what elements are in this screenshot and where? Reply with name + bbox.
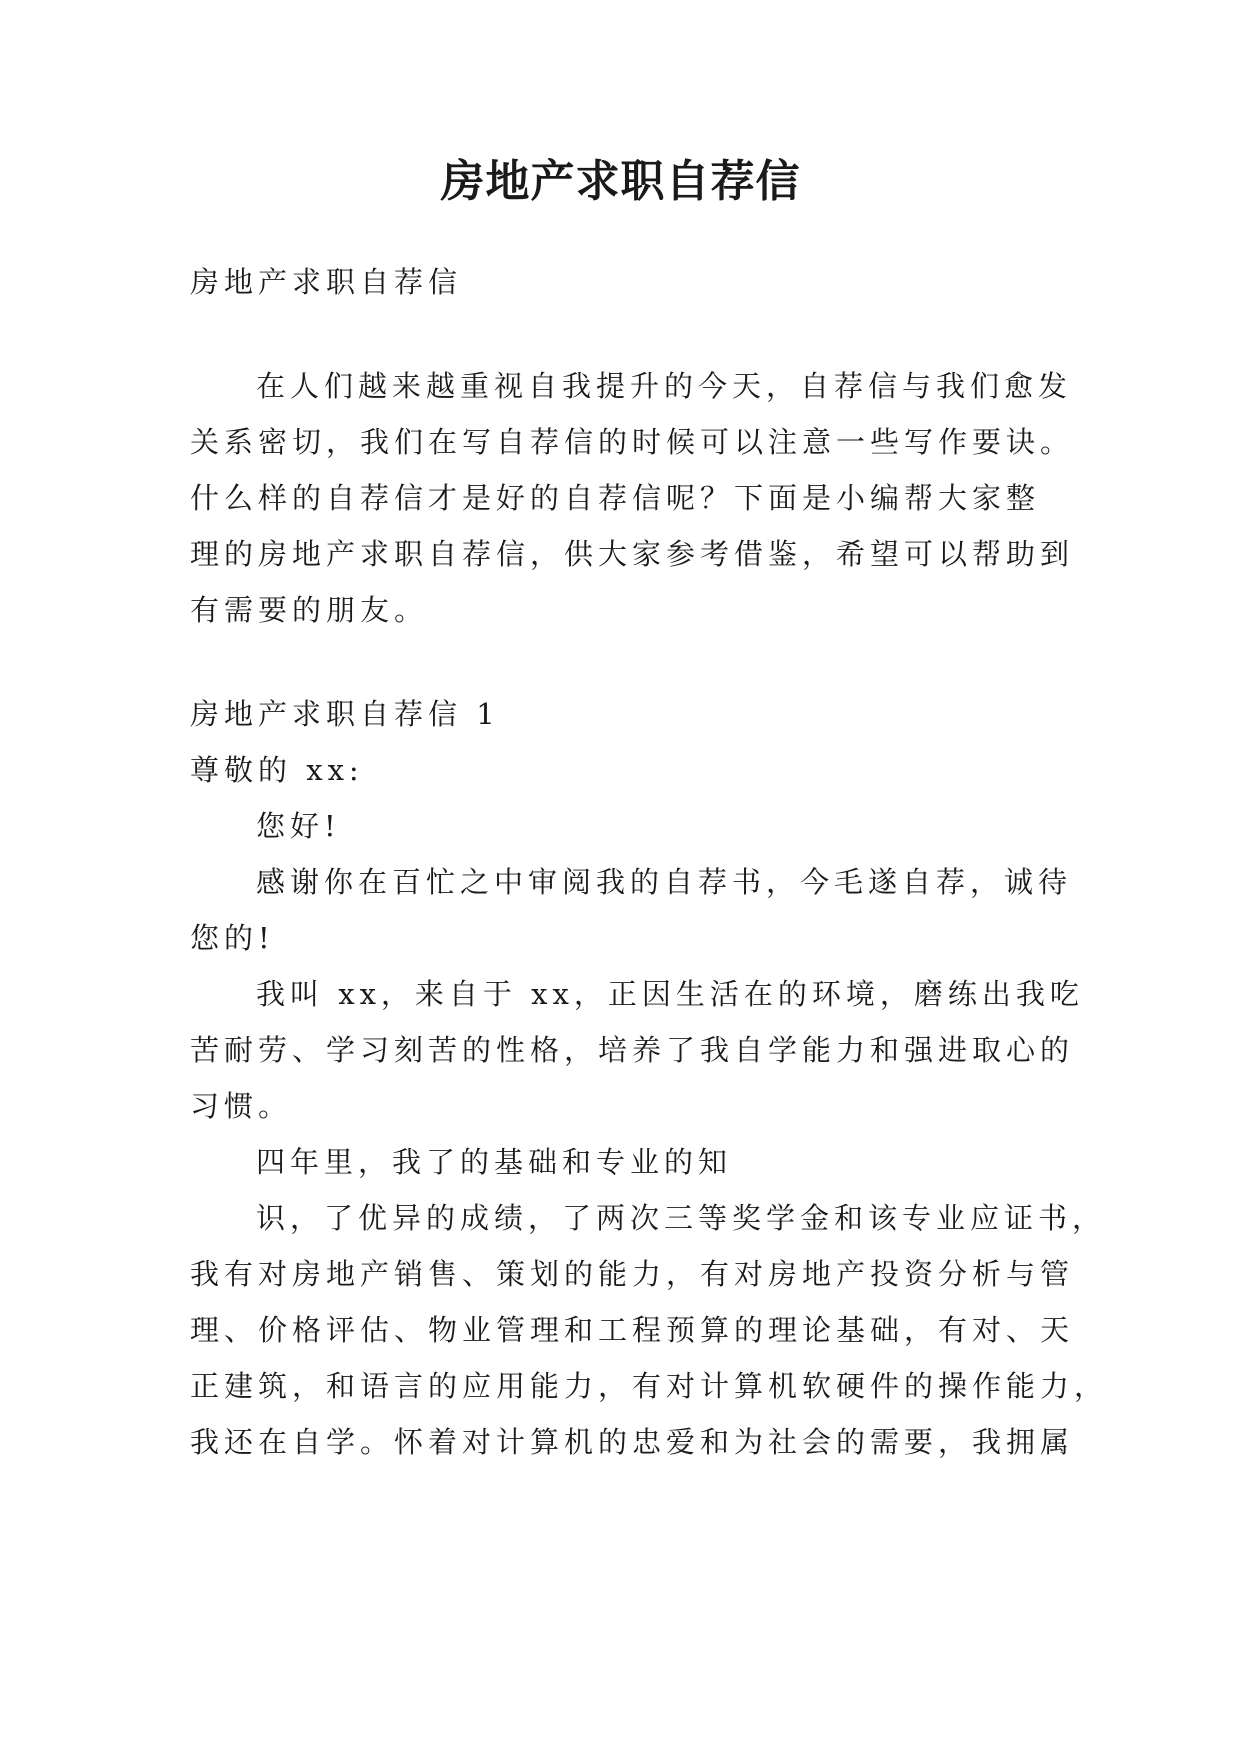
body-line: 感谢你在百忙之中审阅我的自荐书，今毛遂自荐，诚待 (256, 865, 1073, 899)
intro-line: 在人们越来越重视自我提升的今天，自荐信与我们愈发 (256, 369, 1073, 403)
body-line: 正建筑，和语言的应用能力，有对计算机软硬件的操作能力， (190, 1369, 1109, 1403)
body-line: 苦耐劳、学习刻苦的性格，培养了我自学能力和强进取心的 (190, 1033, 1075, 1067)
body-line: 习惯。 (190, 1089, 293, 1123)
body-line: 识，了优异的成绩，了两次三等奖学金和该专业应证书， (256, 1201, 1107, 1235)
document-subtitle: 房地产求职自荐信 (190, 265, 463, 299)
body-line: 您的! (190, 921, 275, 955)
section-heading: 房地产求职自荐信 1 (190, 697, 500, 731)
body-line: 我叫 xx，来自于 xx，正因生活在的环境，磨练出我吃 (256, 977, 1084, 1011)
salutation: 尊敬的 xx: (190, 753, 364, 787)
intro-line: 有需要的朋友。 (190, 593, 429, 627)
body-line: 理、价格评估、物业管理和工程预算的理论基础，有对、天 (190, 1313, 1075, 1347)
intro-line: 理的房地产求职自荐信，供大家参考借鉴，希望可以帮助到 (190, 537, 1075, 571)
body-line: 四年里，我了的基础和专业的知 (256, 1145, 733, 1179)
body-line: 我还在自学。怀着对计算机的忠爱和为社会的需要，我拥属 (190, 1425, 1075, 1459)
intro-line: 关系密切，我们在写自荐信的时候可以注意一些写作要诀。 (190, 425, 1075, 459)
document-title: 房地产求职自荐信 (440, 156, 801, 207)
greeting: 您好! (256, 809, 341, 843)
body-line: 我有对房地产销售、策划的能力，有对房地产投资分析与管 (190, 1257, 1075, 1291)
intro-line: 什么样的自荐信才是好的自荐信呢？下面是小编帮大家整 (190, 481, 1041, 515)
